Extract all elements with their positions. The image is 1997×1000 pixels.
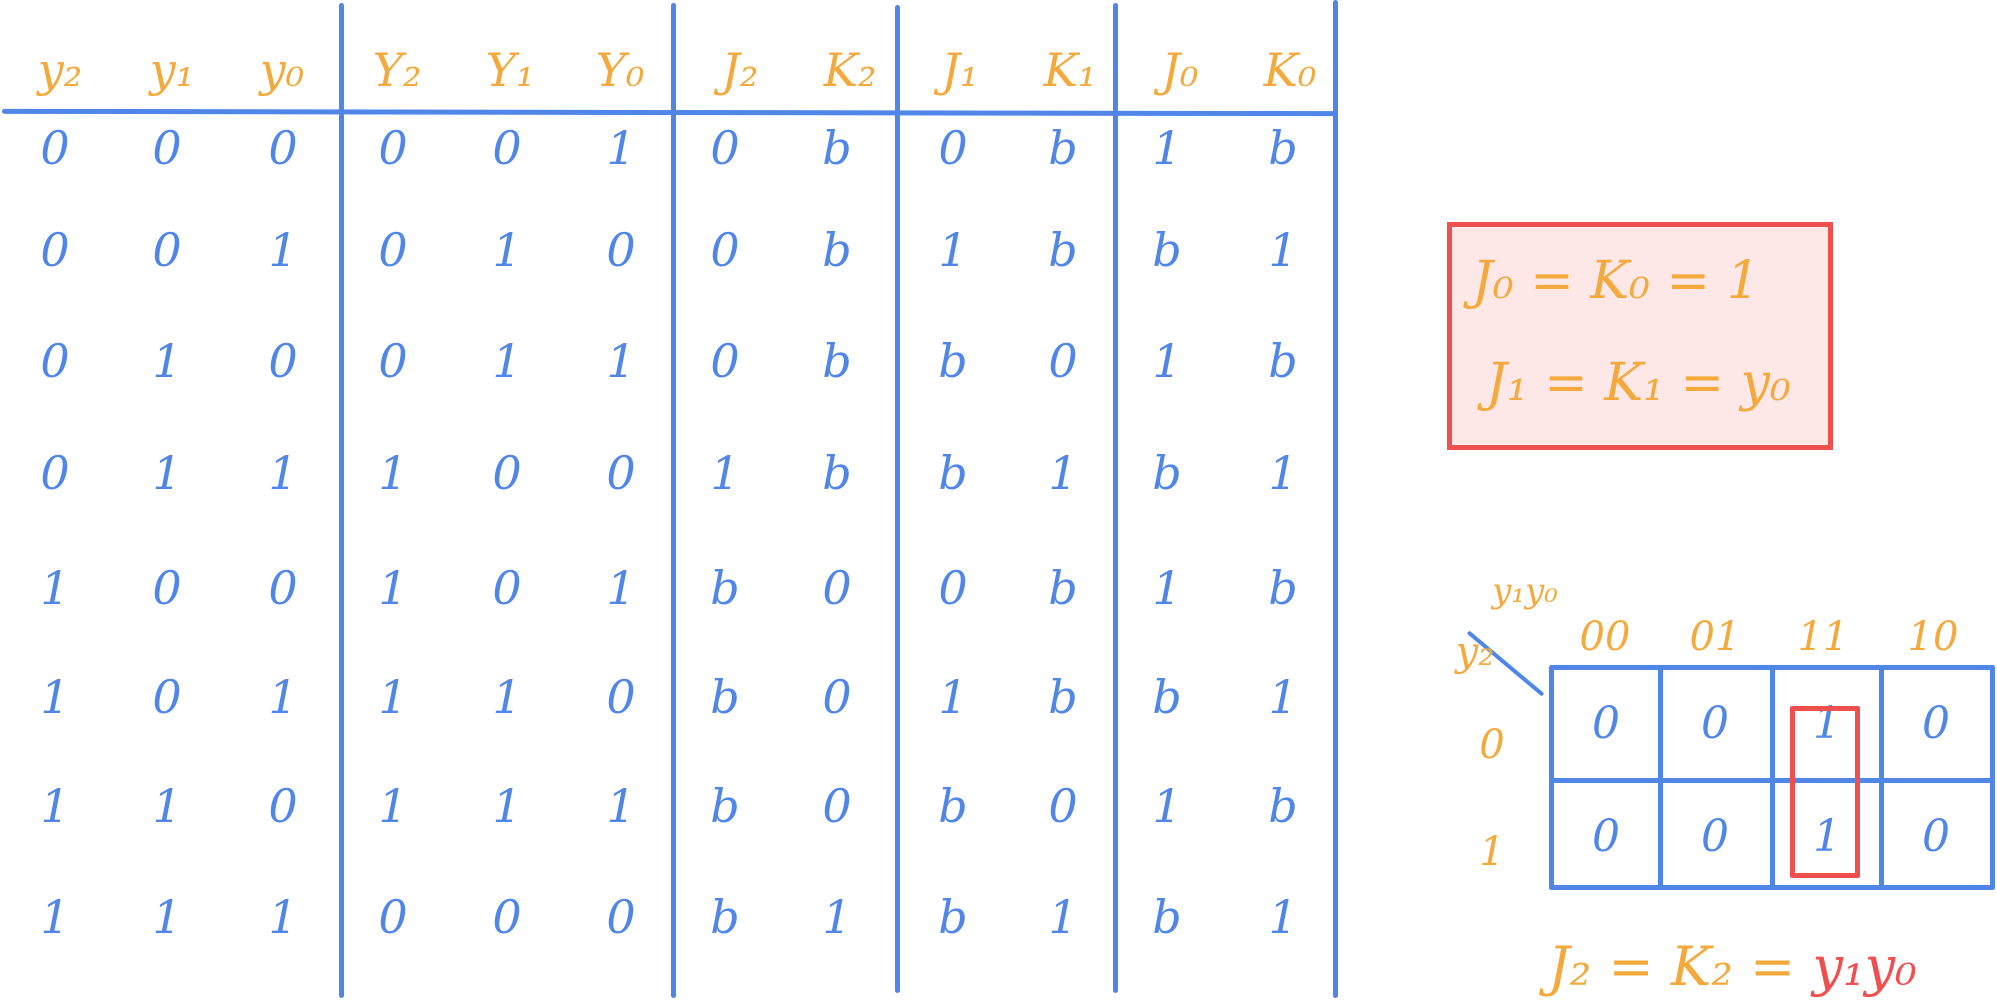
header-next-y2: Y₂ <box>372 43 422 97</box>
table-cell: b <box>1152 446 1182 500</box>
kmap-cell: 0 <box>1922 698 1950 749</box>
table-cell: b <box>710 561 740 615</box>
table-cell: 1 <box>1152 779 1182 833</box>
kmap-corner-top-label: y₁y₀ <box>1492 571 1558 611</box>
kmap-cell: 0 <box>1701 698 1729 749</box>
table-cell: 1 <box>268 223 298 277</box>
kmap-row-label-0: 0 <box>1479 722 1505 768</box>
result-line-j0k0: J₀ = K₀ = 1 <box>1472 251 1760 311</box>
table-cell: 1 <box>40 670 70 724</box>
kmap-corner-left-label: y₂ <box>1455 629 1495 675</box>
table-cell: 0 <box>606 670 636 724</box>
table-cell: 0 <box>492 561 522 615</box>
table-cell: 0 <box>378 890 408 944</box>
table-cell: b <box>1268 561 1298 615</box>
table-cell: 1 <box>152 890 182 944</box>
table-cell: 0 <box>606 446 636 500</box>
table-cell: b <box>1268 334 1298 388</box>
table-cell: 0 <box>606 223 636 277</box>
kmap-grid-right <box>1990 665 1995 890</box>
table-cell: b <box>1152 890 1182 944</box>
table-cell: b <box>1048 670 1078 724</box>
table-cell: 1 <box>268 670 298 724</box>
table-cell: b <box>1048 561 1078 615</box>
table-cell: 1 <box>40 890 70 944</box>
table-cell: b <box>710 779 740 833</box>
table-cell: 1 <box>938 670 968 724</box>
result-equation-rhs: y₁y₀ <box>1812 935 1917 998</box>
table-cell: b <box>822 223 852 277</box>
kmap-cell: 1 <box>1813 811 1841 862</box>
table-cell: b <box>1048 121 1078 175</box>
table-cell: 0 <box>710 334 740 388</box>
table-divider-5 <box>1333 0 1338 998</box>
table-cell: 0 <box>40 446 70 500</box>
table-cell: 1 <box>492 670 522 724</box>
table-cell: 1 <box>152 779 182 833</box>
table-cell: 1 <box>710 446 740 500</box>
table-cell: b <box>1048 223 1078 277</box>
table-cell: 1 <box>822 890 852 944</box>
table-cell: b <box>822 121 852 175</box>
table-cell: 1 <box>1152 561 1182 615</box>
table-cell: 1 <box>492 223 522 277</box>
kmap-cell: 0 <box>1592 698 1620 749</box>
header-j0: J₀ <box>1161 43 1199 97</box>
header-next-y0: Y₀ <box>595 43 645 97</box>
result-equation <box>1548 935 1917 998</box>
kmap-col-label-10: 10 <box>1907 614 1959 660</box>
table-cell: 0 <box>822 779 852 833</box>
table-cell: 1 <box>1048 890 1078 944</box>
table-cell: 1 <box>378 670 408 724</box>
table-cell: 0 <box>378 121 408 175</box>
table-divider-4 <box>1113 3 1118 993</box>
table-cell: b <box>822 446 852 500</box>
header-y1: y₁ <box>149 43 195 97</box>
table-cell: 0 <box>152 121 182 175</box>
table-cell: 0 <box>268 779 298 833</box>
table-cell: 1 <box>1152 334 1182 388</box>
table-cell: 1 <box>152 446 182 500</box>
result-line-j1k1: J₁ = K₁ = y₀ <box>1486 353 1791 413</box>
table-cell: 0 <box>268 561 298 615</box>
table-cell: 1 <box>492 334 522 388</box>
table-cell: 1 <box>40 561 70 615</box>
table-cell: 1 <box>492 779 522 833</box>
table-cell: 0 <box>378 334 408 388</box>
kmap-col-label-00: 00 <box>1579 614 1631 660</box>
table-cell: b <box>1268 121 1298 175</box>
table-cell: 1 <box>606 121 636 175</box>
kmap-cell: 0 <box>1701 811 1729 862</box>
kmap-cell: 0 <box>1922 811 1950 862</box>
header-k0: K₀ <box>1263 43 1317 97</box>
table-cell: 0 <box>492 890 522 944</box>
table-divider-1 <box>339 3 344 998</box>
table-cell: 1 <box>378 779 408 833</box>
table-cell: 1 <box>606 334 636 388</box>
table-cell: 0 <box>40 121 70 175</box>
header-j1: J₁ <box>941 43 979 97</box>
header-next-y1: Y₁ <box>485 43 535 97</box>
table-cell: 0 <box>938 121 968 175</box>
table-cell: b <box>1268 779 1298 833</box>
table-cell: 0 <box>268 121 298 175</box>
table-cell: 0 <box>938 561 968 615</box>
header-k2: K₂ <box>823 43 877 97</box>
kmap-cell: 1 <box>1813 698 1841 749</box>
table-cell: 0 <box>822 670 852 724</box>
header-j2: J₂ <box>721 43 759 97</box>
table-divider-2 <box>671 3 676 998</box>
table-cell: 0 <box>378 223 408 277</box>
table-cell: 0 <box>710 223 740 277</box>
table-cell: 1 <box>40 779 70 833</box>
table-cell: 1 <box>378 446 408 500</box>
table-cell: 1 <box>152 334 182 388</box>
table-cell: 0 <box>152 223 182 277</box>
table-cell: b <box>1152 223 1182 277</box>
table-cell: 0 <box>40 334 70 388</box>
kmap-row-label-1: 1 <box>1479 829 1505 875</box>
table-cell: 0 <box>1048 779 1078 833</box>
table-divider-3 <box>895 5 900 993</box>
table-cell: 1 <box>268 890 298 944</box>
table-cell: 0 <box>492 446 522 500</box>
header-y2: y₂ <box>37 43 83 97</box>
table-cell: b <box>822 334 852 388</box>
table-cell: 1 <box>938 223 968 277</box>
table-cell: 1 <box>606 561 636 615</box>
table-cell: 0 <box>1048 334 1078 388</box>
table-cell: b <box>1152 670 1182 724</box>
table-cell: 1 <box>1152 121 1182 175</box>
table-cell: 0 <box>710 121 740 175</box>
table-cell: 1 <box>378 561 408 615</box>
table-cell: 0 <box>822 561 852 615</box>
table-cell: 0 <box>152 561 182 615</box>
table-cell: 1 <box>1268 446 1298 500</box>
table-cell: 1 <box>606 779 636 833</box>
table-cell: 0 <box>152 670 182 724</box>
kmap-col-label-11: 11 <box>1797 614 1849 660</box>
header-k1: K₁ <box>1043 43 1097 97</box>
table-cell: 1 <box>1268 890 1298 944</box>
table-cell: 0 <box>40 223 70 277</box>
table-cell: 0 <box>492 121 522 175</box>
table-cell: 1 <box>1048 446 1078 500</box>
table-cell: b <box>710 890 740 944</box>
kmap-col-label-01: 01 <box>1689 614 1741 660</box>
table-cell: b <box>938 446 968 500</box>
table-cell: 1 <box>1268 223 1298 277</box>
table-cell: 0 <box>268 334 298 388</box>
header-y0: y₀ <box>259 43 305 97</box>
result-box <box>1447 222 1833 450</box>
table-cell: b <box>938 890 968 944</box>
result-equation-lhs: J₂ = K₂ = <box>1548 935 1813 998</box>
table-cell: 0 <box>606 890 636 944</box>
table-cell: b <box>710 670 740 724</box>
table-cell: b <box>938 334 968 388</box>
kmap-cell: 0 <box>1592 811 1620 862</box>
table-cell: 1 <box>1268 670 1298 724</box>
table-cell: 1 <box>268 446 298 500</box>
kmap-grouping-highlight <box>1790 706 1860 878</box>
table-cell: b <box>938 779 968 833</box>
